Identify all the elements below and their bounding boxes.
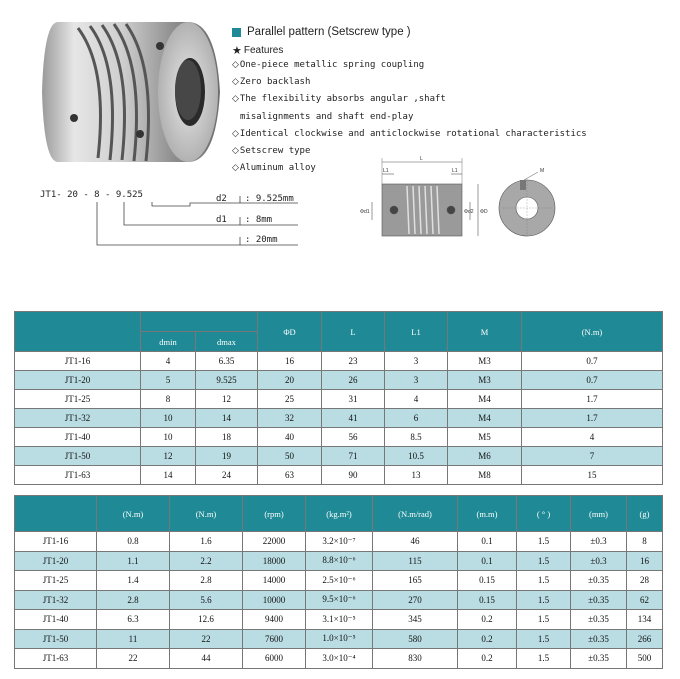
cell-angular: 1.5 <box>517 649 571 669</box>
cell-weight: 16 <box>627 551 663 571</box>
star-icon: ★ <box>232 44 242 57</box>
cell-dmax: 6.35 <box>196 352 258 371</box>
cell-dmin: 8 <box>141 390 196 409</box>
cell-end-play: ±0.3 <box>571 532 627 552</box>
header-rated-torque: (N.m) <box>97 496 170 532</box>
cell-D: 25 <box>258 390 322 409</box>
performance-table <box>14 495 663 669</box>
cell-L1: 6 <box>385 409 448 428</box>
cell-D: 20 <box>258 371 322 390</box>
cell-stiffness: 580 <box>373 629 458 649</box>
cell-M: M8 <box>448 466 522 485</box>
cell-M: M3 <box>448 352 522 371</box>
diamond-bullet-icon: ◇ <box>232 77 239 88</box>
cell-angular: 1.5 <box>517 532 571 552</box>
cell-max-torque: 5.6 <box>170 590 243 610</box>
cell-model: JT1-25 <box>15 390 141 409</box>
cell-weight: 134 <box>627 610 663 630</box>
cell-torque: 1.7 <box>522 390 663 409</box>
cell-rated-torque: 22 <box>97 649 170 669</box>
diamond-bullet-icon: ◇ <box>232 163 239 174</box>
dim-L1-left: L1 <box>383 168 389 174</box>
header-max-torque: (N.m) <box>170 496 243 532</box>
cell-max-torque: 2.8 <box>170 571 243 591</box>
cell-D: 32 <box>258 409 322 428</box>
feature-item: ◇One-piece metallic spring coupling <box>232 60 425 70</box>
dim-D: ΦD <box>480 209 488 215</box>
cell-angular: 1.5 <box>517 590 571 610</box>
cell-radial: 0.2 <box>458 649 517 669</box>
cell-end-play: ±0.35 <box>571 629 627 649</box>
table-row <box>15 447 663 466</box>
diamond-bullet-icon: ◇ <box>232 94 239 105</box>
header-model <box>15 312 141 352</box>
features-heading-text: Features <box>243 44 284 56</box>
header-inertia: (kg.m²) <box>306 496 373 532</box>
model-code-diagram <box>40 190 310 252</box>
features-heading <box>232 43 672 57</box>
feature-item: ◇The flexibility absorbs angular ,shaft <box>232 94 446 105</box>
d1-label: d1 <box>216 215 227 225</box>
diamond-bullet-icon: ◇ <box>232 60 239 70</box>
cell-inertia: 9.5×10⁻⁶ <box>306 590 373 610</box>
cell-angular: 1.5 <box>517 551 571 571</box>
cell-rated-torque: 0.8 <box>97 532 170 552</box>
cell-max-speed: 14000 <box>243 571 306 591</box>
cell-dmin: 10 <box>141 428 196 447</box>
cell-max-speed: 22000 <box>243 532 306 552</box>
cell-model: JT1-50 <box>15 629 97 649</box>
cell-dmin: 4 <box>141 352 196 371</box>
cell-model: JT1-32 <box>15 409 141 428</box>
cell-stiffness: 115 <box>373 551 458 571</box>
cell-inertia: 8.8×10⁻⁶ <box>306 551 373 571</box>
cell-model: JT1-16 <box>15 352 141 371</box>
table-row <box>15 571 663 591</box>
cell-L: 90 <box>322 466 385 485</box>
header-weight: (g) <box>627 496 663 532</box>
cell-M: M4 <box>448 390 522 409</box>
header-phiD: ΦD <box>258 312 322 352</box>
cell-M: M5 <box>448 428 522 447</box>
table-row <box>15 629 663 649</box>
cell-max-torque: 2.2 <box>170 551 243 571</box>
header-torque: (N.m) <box>522 312 663 352</box>
cell-L: 41 <box>322 409 385 428</box>
header-L: L <box>322 312 385 352</box>
cell-L: 26 <box>322 371 385 390</box>
cell-M: M3 <box>448 371 522 390</box>
cell-inertia: 3.1×10⁻⁵ <box>306 610 373 630</box>
cell-dmin: 12 <box>141 447 196 466</box>
cell-weight: 8 <box>627 532 663 552</box>
coupling-product-photo <box>38 8 228 176</box>
header-stiffness: (N.m/rad) <box>373 496 458 532</box>
cell-radial: 0.1 <box>458 551 517 571</box>
cell-dmax: 12 <box>196 390 258 409</box>
cell-radial: 0.2 <box>458 610 517 630</box>
cell-stiffness: 46 <box>373 532 458 552</box>
cell-D: 40 <box>258 428 322 447</box>
cell-model: JT1-32 <box>15 590 97 610</box>
cell-model: JT1-63 <box>15 466 141 485</box>
cell-weight: 266 <box>627 629 663 649</box>
cell-torque: 7 <box>522 447 663 466</box>
cell-dmax: 9.525 <box>196 371 258 390</box>
cell-max-torque: 1.6 <box>170 532 243 552</box>
cell-max-speed: 18000 <box>243 551 306 571</box>
cell-dmin: 5 <box>141 371 196 390</box>
cell-model: JT1-63 <box>15 649 97 669</box>
cell-rated-torque: 2.8 <box>97 590 170 610</box>
cell-max-torque: 44 <box>170 649 243 669</box>
cell-L1: 10.5 <box>385 447 448 466</box>
coupling-end-view <box>499 172 555 238</box>
cell-model: JT1-50 <box>15 447 141 466</box>
cell-model: JT1-16 <box>15 532 97 552</box>
teal-square-bullet <box>232 28 241 37</box>
table-row <box>15 409 663 428</box>
technical-drawing <box>352 150 672 250</box>
cell-inertia: 3.2×10⁻⁷ <box>306 532 373 552</box>
feature-item-continued: misalignments and shaft end-play <box>240 111 414 122</box>
cell-torque: 0.7 <box>522 352 663 371</box>
cell-L: 71 <box>322 447 385 466</box>
cell-max-speed: 9400 <box>243 610 306 630</box>
cell-stiffness: 830 <box>373 649 458 669</box>
table-row <box>15 532 663 552</box>
cell-end-play: ±0.35 <box>571 571 627 591</box>
feature-item: ◇Aluminum alloy <box>232 163 316 174</box>
cell-dmin: 10 <box>141 409 196 428</box>
cell-end-play: ±0.35 <box>571 610 627 630</box>
header-L1: L1 <box>385 312 448 352</box>
table-row <box>15 390 663 409</box>
cell-rated-torque: 1.1 <box>97 551 170 571</box>
header-M: M <box>448 312 522 352</box>
cell-rated-torque: 11 <box>97 629 170 649</box>
product-title <box>232 24 672 40</box>
cell-end-play: ±0.35 <box>571 590 627 610</box>
cell-weight: 28 <box>627 571 663 591</box>
header-dmax: dmax <box>196 332 258 352</box>
dim-d2: Φd2 <box>464 209 474 215</box>
diamond-bullet-icon: ◇ <box>232 146 239 157</box>
cell-max-speed: 6000 <box>243 649 306 669</box>
cell-D: 16 <box>258 352 322 371</box>
cell-weight: 500 <box>627 649 663 669</box>
d2-value: : 9.525mm <box>245 194 294 204</box>
table-row <box>15 551 663 571</box>
cell-dmin: 14 <box>141 466 196 485</box>
cell-inertia: 1.0×10⁻⁵ <box>306 629 373 649</box>
cell-dmax: 14 <box>196 409 258 428</box>
header-end-play: (mm) <box>571 496 627 532</box>
cell-model: JT1-20 <box>15 551 97 571</box>
header-angular-misalignment: ( ° ) <box>517 496 571 532</box>
cell-L: 31 <box>322 390 385 409</box>
cell-weight: 62 <box>627 590 663 610</box>
dimensions-table <box>14 311 663 485</box>
cell-D: 63 <box>258 466 322 485</box>
table-row <box>15 466 663 485</box>
cell-stiffness: 270 <box>373 590 458 610</box>
cell-rated-torque: 1.4 <box>97 571 170 591</box>
cell-model: JT1-40 <box>15 428 141 447</box>
header-dmin: dmin <box>141 332 196 352</box>
dim-M: M <box>540 168 545 174</box>
cell-rated-torque: 6.3 <box>97 610 170 630</box>
d1-value: : 8mm <box>245 215 273 225</box>
dim-L: L <box>420 156 423 162</box>
cell-torque: 0.7 <box>522 371 663 390</box>
diamond-bullet-icon: ◇ <box>232 128 239 139</box>
cell-end-play: ±0.3 <box>571 551 627 571</box>
model-code-text: JT1- 20 - 8 - 9.525 <box>40 190 143 200</box>
cell-angular: 1.5 <box>517 629 571 649</box>
feature-item: ◇Identical clockwise and anticlockwise rotational characteristics <box>232 128 587 139</box>
cell-model: JT1-40 <box>15 610 97 630</box>
cell-angular: 1.5 <box>517 571 571 591</box>
cell-stiffness: 345 <box>373 610 458 630</box>
cell-L1: 13 <box>385 466 448 485</box>
cell-max-torque: 12.6 <box>170 610 243 630</box>
cell-max-speed: 7600 <box>243 629 306 649</box>
cell-end-play: ±0.35 <box>571 649 627 669</box>
cell-radial: 0.1 <box>458 532 517 552</box>
header-radial-misalignment: (m.m) <box>458 496 517 532</box>
feature-item: ◇Setscrew type <box>232 146 311 157</box>
cell-torque: 15 <box>522 466 663 485</box>
table-row <box>15 610 663 630</box>
cell-L1: 3 <box>385 352 448 371</box>
cell-inertia: 2.5×10⁻⁶ <box>306 571 373 591</box>
cell-radial: 0.2 <box>458 629 517 649</box>
cell-L: 23 <box>322 352 385 371</box>
cell-radial: 0.15 <box>458 571 517 591</box>
table-row <box>15 352 663 371</box>
table-row <box>15 649 663 669</box>
cell-M: M6 <box>448 447 522 466</box>
feature-item: ◇Zero backlash <box>232 77 311 88</box>
header-bore-group <box>141 312 258 332</box>
cell-torque: 4 <box>522 428 663 447</box>
cell-max-torque: 22 <box>170 629 243 649</box>
cell-radial: 0.15 <box>458 590 517 610</box>
cell-L1: 8.5 <box>385 428 448 447</box>
table-row <box>15 590 663 610</box>
cell-max-speed: 10000 <box>243 590 306 610</box>
header-max-speed: (rpm) <box>243 496 306 532</box>
dim-L1-right: L1 <box>452 168 458 174</box>
length-value: : 20mm <box>245 235 278 245</box>
cell-L: 56 <box>322 428 385 447</box>
cell-L1: 4 <box>385 390 448 409</box>
cell-dmax: 19 <box>196 447 258 466</box>
cell-model: JT1-25 <box>15 571 97 591</box>
cell-D: 50 <box>258 447 322 466</box>
header-model <box>15 496 97 532</box>
cell-dmax: 18 <box>196 428 258 447</box>
cell-stiffness: 165 <box>373 571 458 591</box>
cell-inertia: 3.0×10⁻⁴ <box>306 649 373 669</box>
cell-model: JT1-20 <box>15 371 141 390</box>
cell-L1: 3 <box>385 371 448 390</box>
cell-angular: 1.5 <box>517 610 571 630</box>
product-title-text: Parallel pattern (Setscrew type ) <box>247 26 411 38</box>
cell-dmax: 24 <box>196 466 258 485</box>
table-row <box>15 371 663 390</box>
cell-M: M4 <box>448 409 522 428</box>
d2-label: d2 <box>216 194 227 204</box>
dim-d1: Φd1 <box>360 209 370 215</box>
cell-torque: 1.7 <box>522 409 663 428</box>
table-row <box>15 428 663 447</box>
